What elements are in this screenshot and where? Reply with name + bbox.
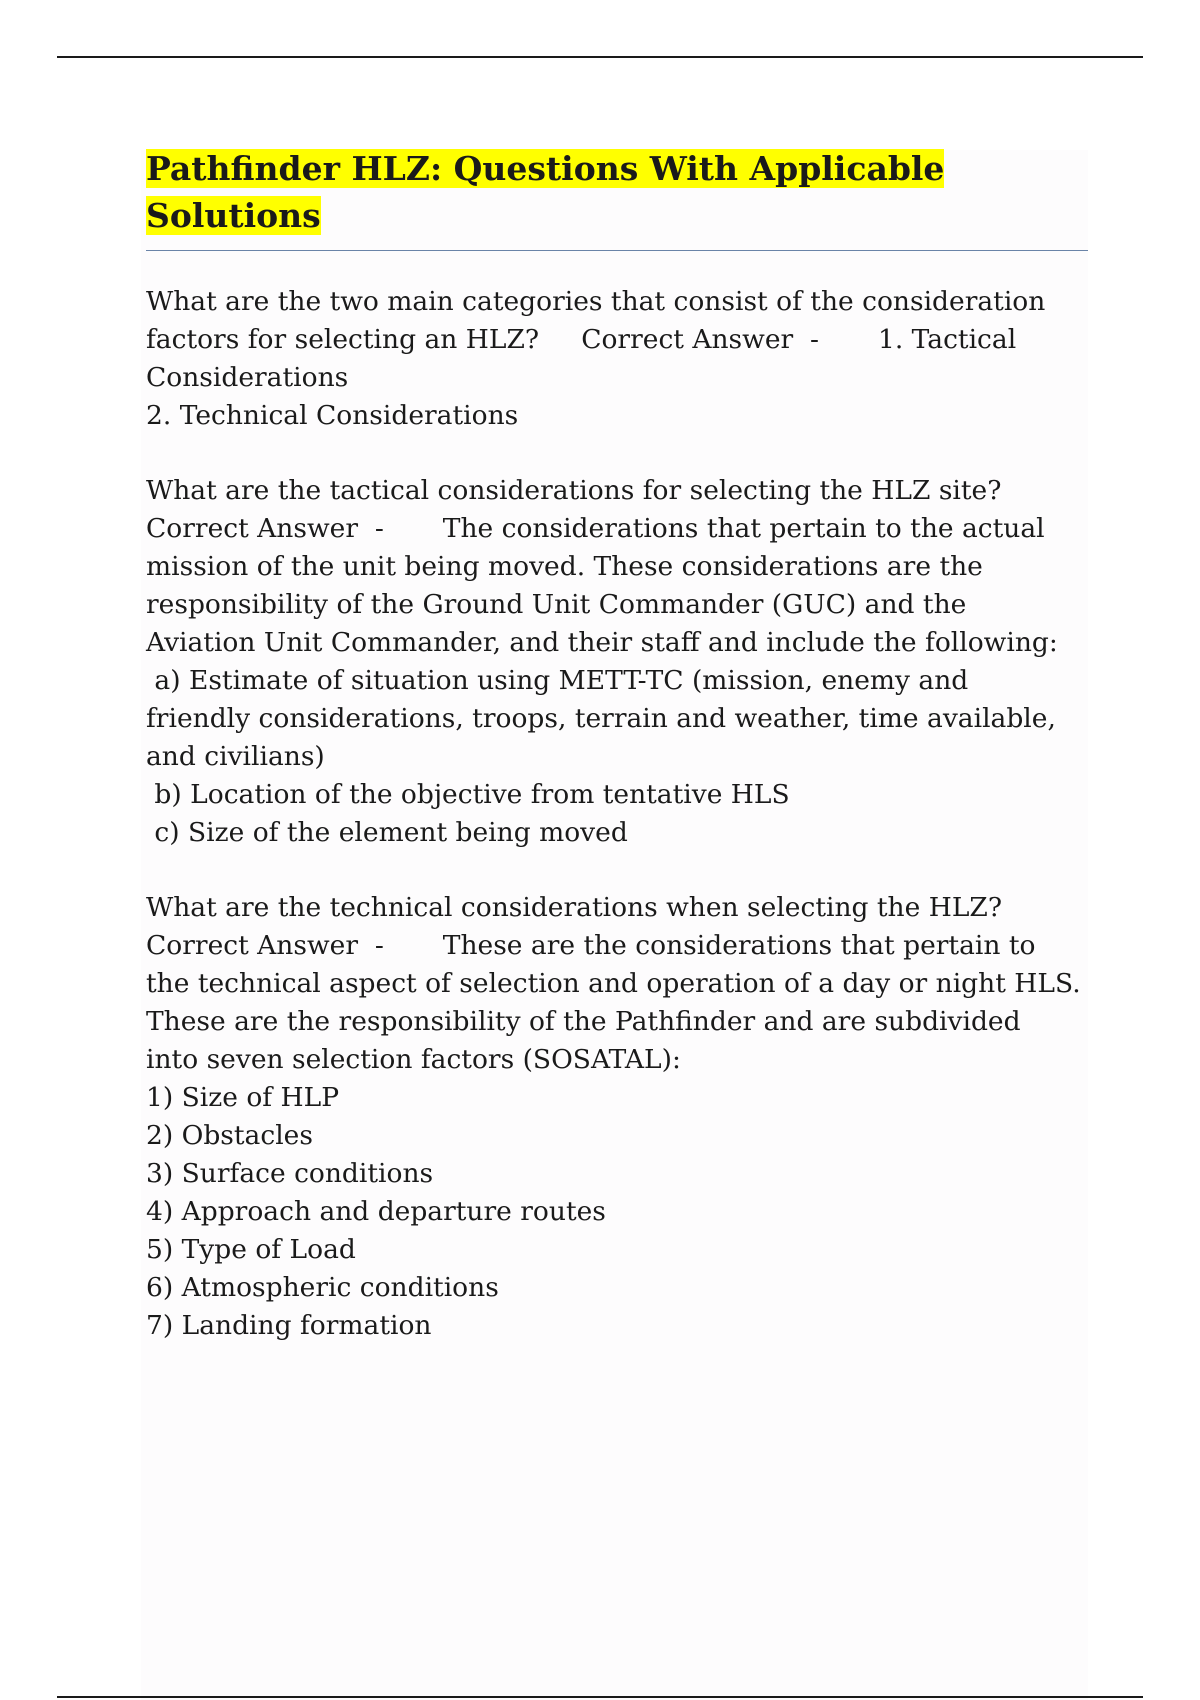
qa-line: a) Estimate of situation using METT-TC (mission, enemy and — [146, 665, 969, 696]
qa-line: 5) Type of Load — [146, 1234, 356, 1265]
header-rule — [57, 56, 1143, 58]
qa-line: 4) Approach and departure routes — [146, 1196, 606, 1227]
document-title — [146, 145, 1091, 239]
qa-item-1 — [146, 283, 1091, 435]
qa-line: responsibility of the Ground Unit Commander (GUC) and the — [146, 589, 967, 620]
qa-line: What are the tactical considerations for selecting the HLZ site? — [146, 475, 1002, 506]
qa-line: b) Location of the objective from tentative HLS — [146, 779, 790, 810]
title-line-2: Solutions — [146, 196, 321, 235]
document-body — [146, 145, 1091, 1345]
qa-line: 3) Surface conditions — [146, 1158, 434, 1189]
qa-line: What are the two main categories that consist of the consideration — [146, 286, 1046, 317]
qa-line: friendly considerations, troops, terrain and weather, time available, — [146, 703, 1056, 734]
title-line-1: Pathfinder HLZ: Questions With Applicable — [146, 149, 945, 188]
qa-line: 1) Size of HLP — [146, 1082, 340, 1113]
qa-line: the technical aspect of selection and operation of a day or night HLS. — [146, 968, 1081, 999]
qa-line: c) Size of the element being moved — [146, 817, 628, 848]
qa-line: Correct Answer - These are the considerations that pertain to — [146, 930, 1036, 961]
qa-line: 6) Atmospheric conditions — [146, 1272, 499, 1303]
qa-line: These are the responsibility of the Pathfinder and are subdivided — [146, 1006, 1021, 1037]
title-underline — [146, 250, 1088, 251]
qa-line: Considerations — [146, 362, 349, 393]
footer-rule — [57, 1696, 1143, 1698]
qa-line: 2. Technical Considerations — [146, 400, 519, 431]
qa-line: Aviation Unit Commander, and their staff and include the following: — [146, 627, 1058, 658]
qa-line: factors for selecting an HLZ? Correct Answer - 1. Tactical — [146, 324, 1017, 355]
qa-line: What are the technical considerations when selecting the HLZ? — [146, 892, 1003, 923]
qa-item-2 — [146, 472, 1091, 852]
qa-line: mission of the unit being moved. These considerations are the — [146, 551, 983, 582]
qa-item-3 — [146, 889, 1091, 1345]
qa-line: 2) Obstacles — [146, 1120, 313, 1151]
qa-line: into seven selection factors (SOSATAL): — [146, 1044, 681, 1075]
qa-line: 7) Landing formation — [146, 1310, 432, 1341]
qa-line: Correct Answer - The considerations that pertain to the actual — [146, 513, 1045, 544]
qa-line: and civilians) — [146, 741, 325, 772]
